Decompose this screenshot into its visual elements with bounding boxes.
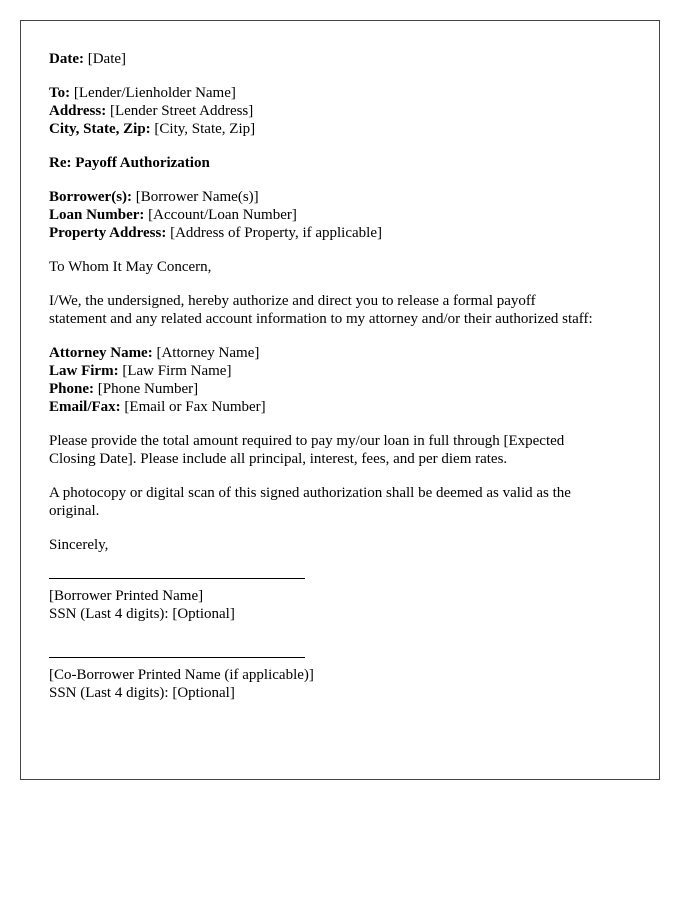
closing: [49, 536, 631, 554]
signature-ssn: SSN (Last 4 digits): [Optional]: [49, 606, 235, 622]
law-firm-value: [Law Firm Name]: [122, 363, 232, 379]
to-line: [49, 84, 631, 102]
validity-line-1: A photocopy or digital scan of this signed authorization shall be deemed as valid as the: [49, 485, 571, 501]
attorney-block: [49, 344, 631, 416]
signature-block-borrower: [49, 578, 631, 623]
attorney-name-label: Attorney Name:: [49, 345, 153, 361]
to-label: To:: [49, 85, 71, 101]
email-fax-value: [Email or Fax Number]: [124, 399, 266, 415]
city-value: [City, State, Zip]: [154, 121, 256, 137]
date-line: [49, 50, 631, 68]
attorney-name-value: [Attorney Name]: [156, 345, 260, 361]
loan-info-block: [49, 188, 631, 242]
to-value: [Lender/Lienholder Name]: [73, 85, 236, 101]
borrower-label: Borrower(s):: [49, 189, 133, 205]
phone-line: [49, 380, 631, 398]
validity-line-2: original.: [49, 503, 100, 519]
law-firm-line: [49, 362, 631, 380]
authorization-line-2: statement and any related account information to my attorney and/or their authorized staff:: [49, 311, 593, 327]
loan-number-line: [49, 206, 631, 224]
phone-label: Phone:: [49, 381, 94, 397]
salutation-text: To Whom It May Concern,: [49, 259, 212, 275]
borrower-value: [Borrower Name(s)]: [135, 189, 259, 205]
date-block: [49, 50, 631, 68]
signature-line: [49, 578, 305, 579]
date-label: Date:: [49, 51, 84, 67]
loan-number-value: [Account/Loan Number]: [148, 207, 297, 223]
request-line-1: Please provide the total amount required to pay my/our loan in full through [Expected: [49, 433, 565, 449]
closing-text: Sincerely,: [49, 537, 109, 553]
subject-line: Re: Payoff Authorization: [49, 155, 210, 171]
salutation: [49, 258, 631, 276]
city-line: [49, 120, 631, 138]
address-label: Address:: [49, 103, 107, 119]
email-fax-line: [49, 398, 631, 416]
date-value: [Date]: [87, 51, 127, 67]
address-value: [Lender Street Address]: [109, 103, 254, 119]
subject-block: [49, 154, 631, 172]
attorney-name-line: [49, 344, 631, 362]
request-line-2: Closing Date]. Please include all principal, interest, fees, and per diem rates.: [49, 451, 508, 467]
property-line: [49, 224, 631, 242]
loan-number-label: Loan Number:: [49, 207, 145, 223]
law-firm-label: Law Firm:: [49, 363, 119, 379]
signature-block-co-borrower: [49, 657, 631, 702]
letter-document: [20, 20, 660, 780]
phone-value: [Phone Number]: [97, 381, 199, 397]
signature-ssn: SSN (Last 4 digits): [Optional]: [49, 685, 235, 701]
email-fax-label: Email/Fax:: [49, 399, 121, 415]
borrower-line: [49, 188, 631, 206]
signature-printed-name: [Co-Borrower Printed Name (if applicable)]: [49, 667, 314, 683]
request-paragraph: [49, 432, 631, 468]
property-value: [Address of Property, if applicable]: [170, 225, 382, 241]
signature-printed-name: [Borrower Printed Name]: [49, 588, 204, 604]
signature-line: [49, 657, 305, 658]
recipient-block: [49, 84, 631, 138]
property-label: Property Address:: [49, 225, 167, 241]
authorization-line-1: I/We, the undersigned, hereby authorize and direct you to release a formal payoff: [49, 293, 536, 309]
address-line: [49, 102, 631, 120]
authorization-paragraph: [49, 292, 631, 328]
city-label: City, State, Zip:: [49, 121, 151, 137]
validity-paragraph: [49, 484, 631, 520]
